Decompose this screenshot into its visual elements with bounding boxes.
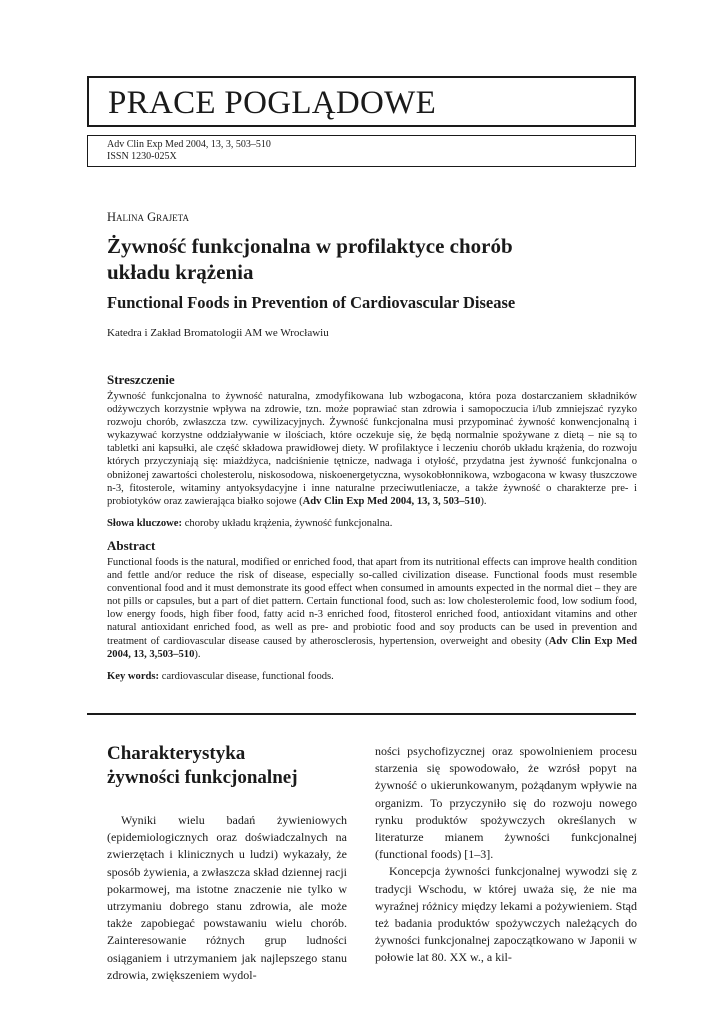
issn: ISSN 1230-025X bbox=[107, 151, 177, 162]
abstract-heading: Abstract bbox=[107, 537, 156, 553]
body-column-left bbox=[107, 742, 347, 984]
body-paragraph-left: Wyniki wielu badań żywieniowych (epidemiologicznych oraz doświadczalnych na zwierzętach i klinicznych u ludzi) wykazały, że sposób żywienia, a zwłaszcza skład dziennej racji pokarmowej, ma istotne znaczenie nie tylko w utrzymaniu dobrego stanu zdrowia, ale może także zapobiegać powstawaniu wielu chorób. Zainteresowanie różnych grup ludności osiąganiem i utrzymaniem jak najlepszego stanu zdrowia, zwiększeniem wydol- bbox=[107, 813, 347, 982]
keywords-en: cardiovascular disease, functional foods. bbox=[159, 670, 334, 682]
section-title: PRACE POGLĄDOWE bbox=[108, 85, 437, 121]
streszczenie-heading: Streszczenie bbox=[107, 372, 175, 387]
section-divider bbox=[87, 713, 636, 715]
abstracts-section bbox=[107, 372, 637, 683]
body-heading-line-1: Charakterystyka bbox=[107, 743, 246, 764]
citation-box bbox=[87, 135, 636, 167]
streszczenie-citation: Adv Clin Exp Med 2004, 13, 3, 503–510 bbox=[302, 495, 481, 507]
abstract-body: Functional foods is the natural, modified or enriched food, that apart from its nutritional effects can improve health condition and fettle and/or reduce the risk of disease, especially so-called civilization disease. Functional foods must resemble conventional food and it must demonstrate its good effect when consumed in amounts expected in the normal diet – they are not pills or capsules, but a part of diet pattern. Certain functional food, such as: low cholesterolemic food, low sodium food, low energy foods, high fiber food, fatty acid n-3 enriched food, fitosterol enriched food, antioxidant vitamins and other natural antioxidant enriched food, as well as pre- and probiotic food and soy products can be used in prevention and treatment of cardiovascular disease caused by atherosclerosis, hypertension, overweight and obesity ( bbox=[107, 556, 637, 647]
abstract-citation: Adv Clin Exp Med 2004, 13, 3,503–510 bbox=[107, 635, 637, 660]
journal-citation: Adv Clin Exp Med 2004, 13, 3, 503–510 bbox=[107, 139, 271, 150]
body-section-heading bbox=[107, 742, 347, 790]
title-pl-line-1: Żywność funkcjonalna w profilaktyce chorób bbox=[107, 234, 513, 258]
article-title-polish bbox=[107, 233, 587, 285]
affiliation: Katedra i Zakład Bromatologii AM we Wrocławiu bbox=[107, 327, 329, 339]
abstract-end: ). bbox=[194, 648, 201, 660]
author-name: Halina Grajeta bbox=[107, 210, 189, 224]
body-paragraph-right-1: ności psychofizycznej oraz spowolnieniem procesu starzenia się spowodowało, że wzrósł popyt na żywność o ukierunkowanym, pożądanym wpływie na organizm. To przyczyniło się do rozwoju nowego rynku produktów spożywczych określanych w literaturze mianem żywności funkcjonalnej (functional foods) [1–3]. bbox=[375, 744, 637, 862]
streszczenie-text bbox=[107, 390, 637, 508]
streszczenie-body: Żywność funkcjonalna to żywność naturalna, zmodyfikowana lub wzbogacona, która poza dostarczaniem składników odżywczych korzystnie wpływa na zdrowie, tzn. może poprawiać stan zdrowia i samopoczucia i/lub zmniejszać ryzyko rozwoju chorób, zwłaszcza tzw. cywilizacyjnych. Żywność funkcjonalna musi przypominać żywność konwencjonalną i wykazywać korzystne oddziaływanie w ilościach, które oczekuje się, że będą normalnie spożywane z dietą – nie są to tabletki ani kapsułki, ale część składowa prawidłowej diety. W profilaktyce i leczeniu chorób układu krążenia, do rozwoju których przyczyniają się: miażdżyca, nadciśnienie tętnicze, nadwaga i otyłość, przydatna jest żywność funkcjonalna o obniżonej zawartości cholesterolu, niskosodowa, niskoenergetyczna, wysokobłonnikowa, wzbogacona w kwasy tłuszczowe n-3, fitosterole, witaminy antyoksydacyjne i inne naturalne przeciwutleniacze, a także żywność o charakterze pre- i probiotyków oraz zawierająca białko sojowe ( bbox=[107, 391, 637, 507]
body-heading-line-2: żywności funkcjonalnej bbox=[107, 767, 298, 788]
streszczenie-end: ). bbox=[480, 495, 487, 507]
article-title-english: Functional Foods in Prevention of Cardiovascular Disease bbox=[107, 293, 516, 312]
streszczenie-keywords bbox=[107, 517, 637, 530]
abstract-text bbox=[107, 556, 637, 661]
section-header-box bbox=[87, 76, 636, 127]
body-column-right bbox=[375, 743, 637, 967]
keywords-label-pl: Słowa kluczowe: bbox=[107, 517, 183, 529]
keywords-pl: choroby układu krążenia, żywność funkcjonalna. bbox=[182, 517, 393, 529]
abstract-keywords bbox=[107, 670, 637, 683]
body-paragraph-right-2: Koncepcja żywności funkcjonalnej wywodzi się z tradycji Wschodu, w której uważa się, że nie ma wyraźnej różnicy między lekami a pożywieniem. Stąd też badania produktów spożywczych należących do żywności funkcjonalnej zapoczątkowano w Japonii w połowie lat 80. XX w., a kil- bbox=[375, 864, 637, 965]
title-pl-line-2: układu krążenia bbox=[107, 260, 254, 284]
keywords-label-en: Key words: bbox=[107, 670, 160, 682]
